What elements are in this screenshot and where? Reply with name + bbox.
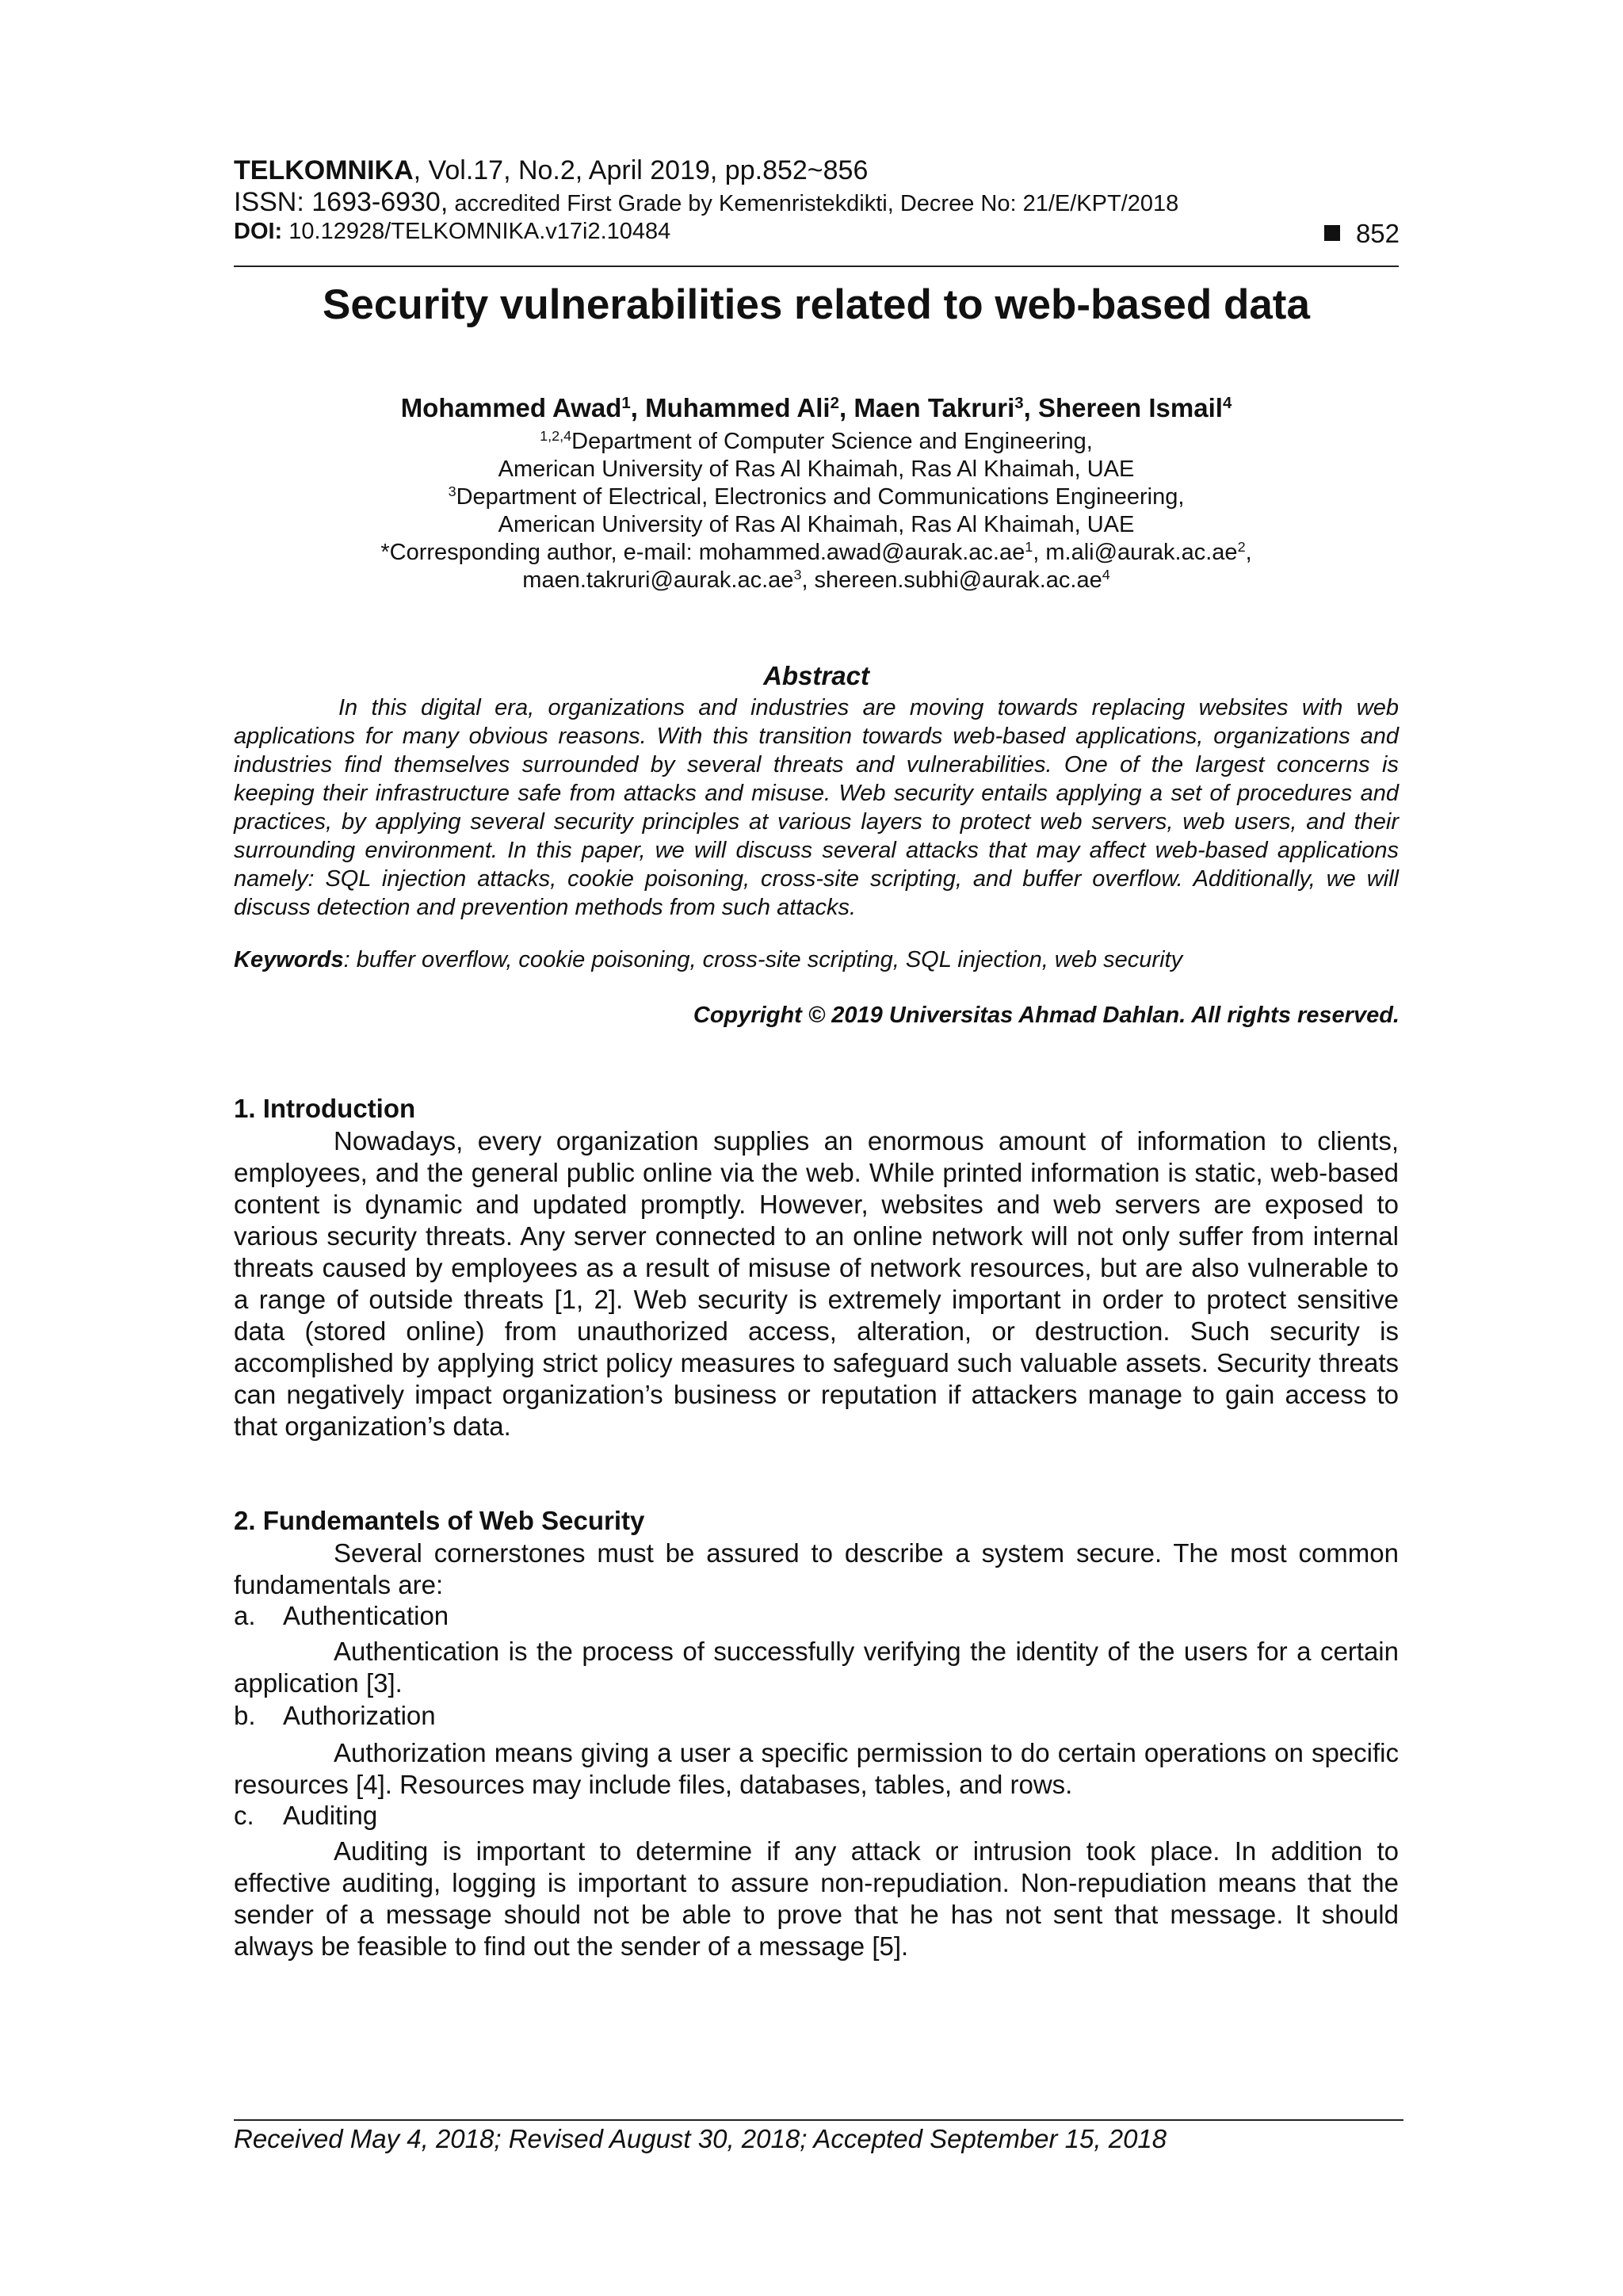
doi: 10.12928/TELKOMNIKA.v17i2.10484 xyxy=(282,219,671,244)
affiliation-dept: Department of Electrical, Electronics and Communications Engineering, xyxy=(456,484,1185,510)
email-text: *Corresponding author, e-mail: mohammed.awad@aurak.ac.ae xyxy=(380,540,1025,565)
affiliation-1-univ: American University of Ras Al Khaimah, Ras Al Khaimah, UAE xyxy=(498,457,1135,482)
author-name: Shereen Ismail xyxy=(1037,393,1223,422)
author-name: Maen Takruri xyxy=(854,393,1015,422)
email-sup: 1 xyxy=(1025,539,1033,556)
section-heading: 1. Introduction xyxy=(234,1094,416,1123)
email-text: , xyxy=(1245,540,1252,565)
author-sup: 4 xyxy=(1222,393,1232,412)
doi-line xyxy=(234,219,1399,245)
affiliations xyxy=(234,428,1399,594)
list-marker: a. xyxy=(234,1601,256,1630)
list-marker: c. xyxy=(234,1801,254,1830)
affiliation-2-univ: American University of Ras Al Khaimah, Ras Al Khaimah, UAE xyxy=(498,512,1135,537)
corresponding-author xyxy=(234,539,1399,567)
affiliation-sup: 1,2,4 xyxy=(540,428,572,445)
accreditation: accredited First Grade by Kemenristekdikti, Decree No: 21/E/KPT/2018 xyxy=(448,191,1179,216)
keywords-text: : buffer overflow, cookie poisoning, cross-site scripting, SQL injection, web security xyxy=(343,947,1183,972)
abstract-heading: Abstract xyxy=(763,661,869,690)
paper-title: Security vulnerabilities related to web-based data xyxy=(323,281,1310,328)
list-label: Auditing xyxy=(283,1801,378,1830)
square-bullet-icon xyxy=(1324,225,1340,241)
section-paragraph: Several cornerstones must be assured to describe a system secure. The most common fundamentals are: xyxy=(234,1538,1399,1599)
email-sup: 4 xyxy=(1102,567,1110,583)
author-emails xyxy=(234,567,1399,594)
email-sup: 3 xyxy=(793,567,802,583)
keywords-label: Keywords xyxy=(234,947,344,972)
affiliation-dept: Department of Computer Science and Engineering, xyxy=(571,429,1093,454)
keywords xyxy=(234,947,1399,973)
list-item xyxy=(234,1701,436,1731)
author-sup: 3 xyxy=(1014,393,1024,412)
abstract-body: In this digital era, organizations and industries are moving towards replacing websites with web applications for many obvious reasons. With this transition towards web-based applications, organizations and industries find themselves surrounded by several threats and vulnerabilities. One of the largest concerns is keeping their infrastructure safe from attacks and misuse. Web security entails applying a set of procedures and practices, by applying several security principles at various layers to protect web servers, web users, and their surrounding environment. In this paper, we will discuss several attacks that may affect web-based applications namely: SQL injection attacks, cookie poisoning, cross-site scripting, and buffer overflow. Additionally, we will discuss detection and prevention methods from such attacks. xyxy=(234,695,1399,920)
author-list: Mohammed Awad$^1$, Muhammed Ali$^2$, Maen Takruri$^3$, Shereen Ismail$^4$ xyxy=(400,393,1232,422)
footer-divider xyxy=(234,2119,1403,2121)
email-sup: 2 xyxy=(1237,539,1246,556)
author-sup: 1 xyxy=(621,393,631,412)
list-label: Authorization xyxy=(283,1701,436,1730)
list-item-body: Authorization means giving a user a specific permission to do certain operations on specific resources [4]. Resources may include files, databases, tables, and rows. xyxy=(234,1738,1399,1799)
email-text: , m.ali@aurak.ac.ae xyxy=(1033,540,1238,565)
author-name: Mohammed Awad xyxy=(400,393,622,422)
journal-volume: , Vol.17, No.2, April 2019, pp.852~856 xyxy=(413,155,869,185)
affiliation-sup: 3 xyxy=(448,483,456,500)
author-name: Muhammed Ali xyxy=(645,393,831,422)
issn: ISSN: 1693-6930, xyxy=(234,187,449,217)
section-heading: 2. Fundemantels of Web Security xyxy=(234,1506,645,1535)
list-label: Authentication xyxy=(283,1601,449,1630)
doi-label: DOI: xyxy=(234,219,283,244)
email-text: , shereen.subhi@aurak.ac.ae xyxy=(801,567,1102,593)
author-sup: 2 xyxy=(830,393,839,412)
list-item xyxy=(234,1801,377,1831)
affiliation-2 xyxy=(234,483,1399,511)
list-marker: b. xyxy=(234,1701,256,1730)
page-number xyxy=(1324,219,1400,249)
list-item-body: Auditing is important to determine if any attack or intrusion took place. In addition to effective auditing, logging is important to assure non-repudiation. Non-repudiation means that the sender of a message should not be able to prove that he has not sent that message. It should always be feasible to find out the sender of a message [5]. xyxy=(234,1836,1399,1961)
section-paragraph: Nowadays, every organization supplies an enormous amount of information to clients, employees, and the general public online via the web. While printed information is static, web-based content is dynamic and updated promptly. However, websites and web servers are exposed to various security threats. Any server connected to an online network will not only suffer from internal threats caused by employees as a result of misuse of network resources, but are also vulnerable to a range of outside threats [1, 2]. Web security is extremely important in order to protect sensitive data (stored online) from unauthorized access, alteration, or destruction. Such security is accomplished by applying strict policy measures to safeguard such valuable assets. Security threats can negatively impact organization’s business or reputation if attackers manage to gain access to that organization’s data. xyxy=(234,1126,1399,1441)
email-text: maen.takruri@aurak.ac.ae xyxy=(522,567,794,593)
copyright: Copyright © 2019 Universitas Ahmad Dahlan. All rights reserved. xyxy=(693,1003,1400,1028)
list-item-body: Authentication is the process of successfully verifying the identity of the users for a certain application [3]. xyxy=(234,1637,1399,1698)
issn-line xyxy=(234,187,1399,218)
received-dates: Received May 4, 2018; Revised August 30, 2018; Accepted September 15, 2018 xyxy=(234,2124,1167,2153)
affiliation-1 xyxy=(234,428,1399,456)
list-item xyxy=(234,1601,449,1631)
header-divider xyxy=(234,266,1399,267)
page-number-text: 852 xyxy=(1355,219,1400,248)
journal-citation xyxy=(234,155,1399,186)
journal-name: TELKOMNIKA xyxy=(234,155,414,185)
